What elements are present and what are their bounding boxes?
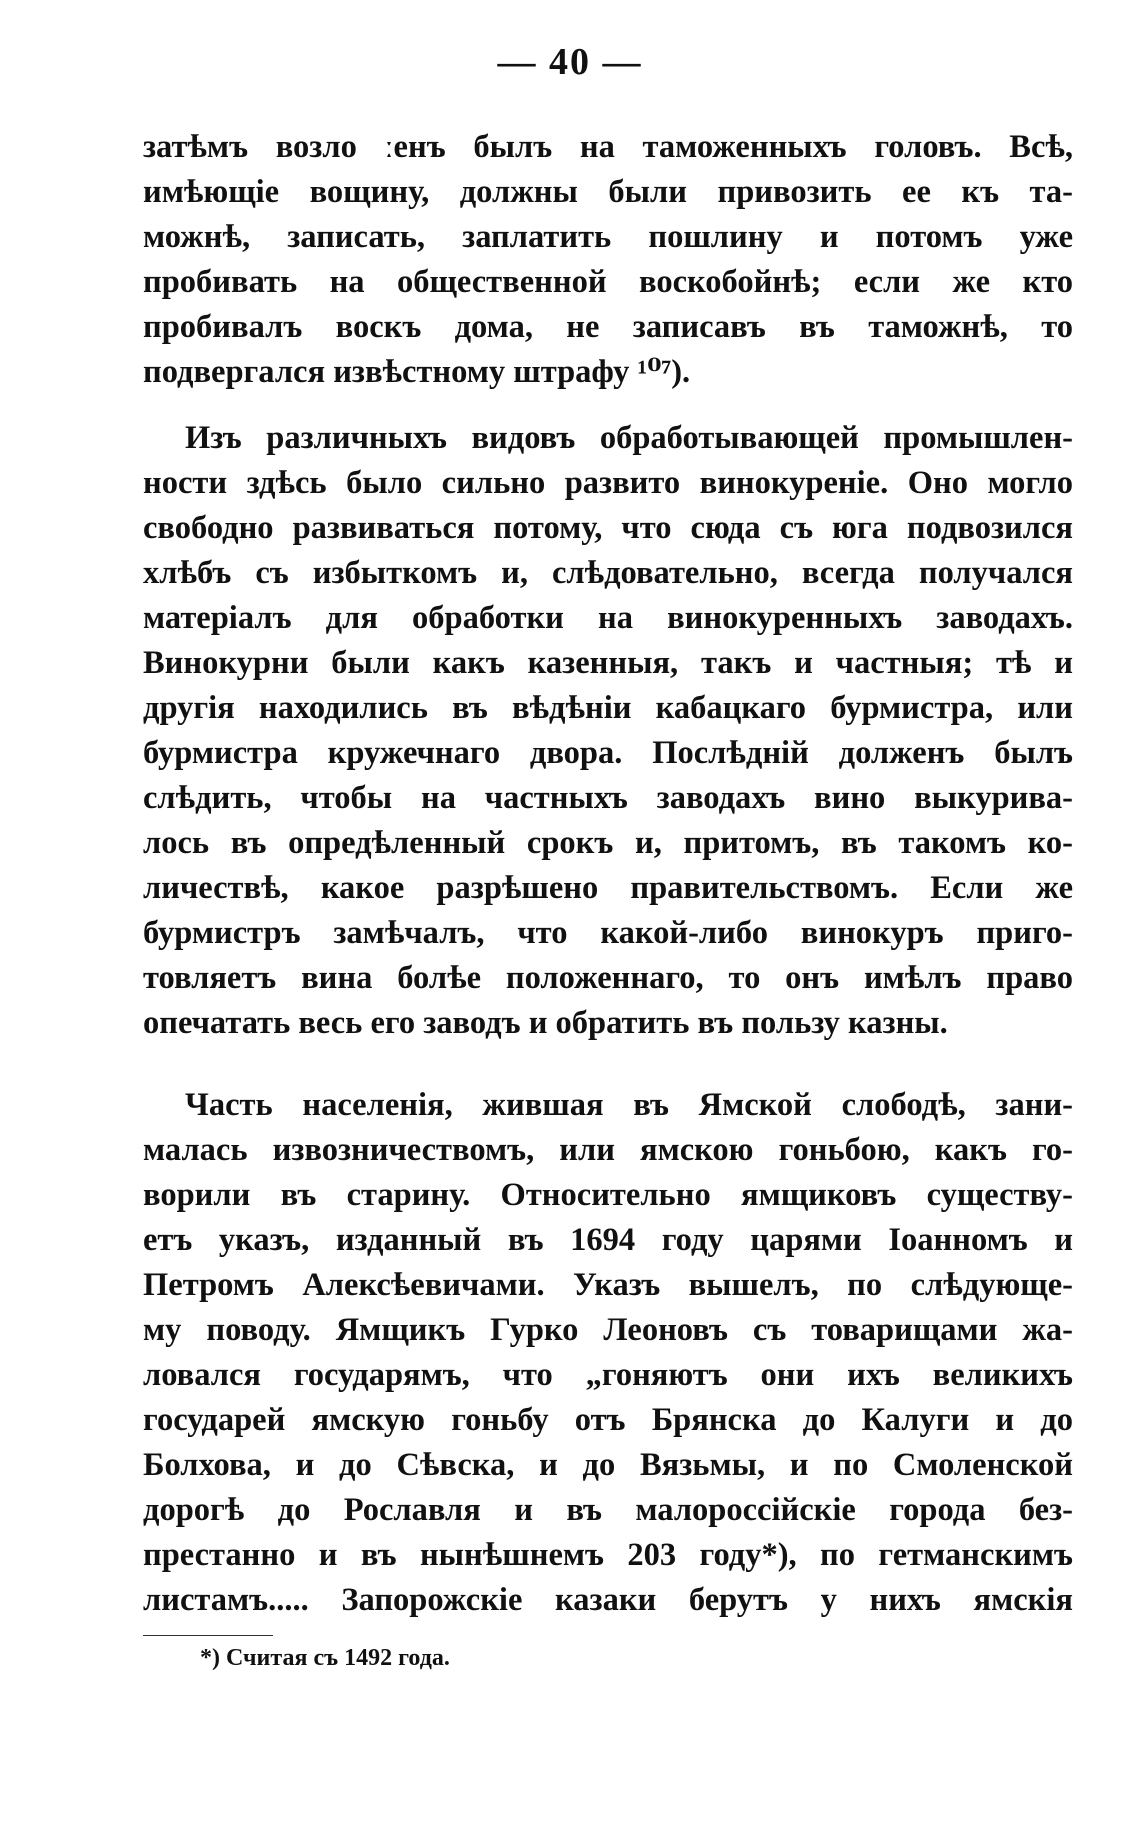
page-number: — 40 —: [497, 41, 643, 83]
text-line: Часть населенія, жившая въ Ямской слободѣ, зани-: [185, 1087, 1073, 1123]
text-line: бурмистръ замѣчалъ, что какой-либо винокуръ приго-: [143, 915, 1073, 951]
text-line: можнѣ, записать, заплатить пошлину и потомъ уже: [143, 219, 1073, 255]
text-line: пробивать на общественной воскобойнѣ; если же кто: [143, 264, 1073, 300]
paragraph-customs-wax: [143, 125, 1073, 395]
text-line: личествѣ, какое разрѣшено правительствомъ. Если же: [143, 870, 1073, 906]
text-line: бурмистра кружечнаго двора. Послѣдній долженъ былъ: [143, 735, 1073, 771]
text-line: затѣмъ возло ːенъ былъ на таможенныхъ головъ. Всѣ,: [143, 129, 1073, 165]
text-line: ворили въ старину. Относительно ямщиковъ существу-: [143, 1177, 1073, 1213]
text-line: Винокурни были какъ казенныя, такъ и частныя; тѣ и: [143, 645, 1073, 681]
text-line: му поводу. Ямщикъ Гурко Леоновъ съ товарищами жа-: [143, 1312, 1073, 1348]
text-line: ловался государямъ, что „гоняютъ они ихъ великихъ: [143, 1357, 1073, 1393]
text-line: Петромъ Алексѣевичами. Указъ вышелъ, по слѣдующе-: [143, 1267, 1073, 1303]
text-line: свободно развиваться потому, что сюда съ юга подвозился: [143, 510, 1073, 546]
text-line: Болхова, и до Сѣвска, и до Вязьмы, и по Смоленской: [143, 1447, 1073, 1483]
footnote-divider: [143, 1635, 273, 1636]
text-line: имѣющіе вощину, должны были привозить ее къ та-: [143, 174, 1073, 210]
text-line: лось въ опредѣленный срокъ и, притомъ, въ такомъ ко-: [143, 825, 1073, 861]
paragraph-distilling: [143, 416, 1073, 1046]
paragraph-coachmen: [143, 1083, 1073, 1623]
text-line: государей ямскую гоньбу отъ Брянска до Калуги и до: [143, 1402, 1073, 1438]
text-line: пробивалъ воскъ дома, не записавъ въ таможнѣ, то: [143, 309, 1073, 345]
text-line: дорогѣ до Рославля и въ малороссійскіе города без-: [143, 1492, 1073, 1528]
text-line: престанно и въ нынѣшнемъ 203 году*), по гетманскимъ: [143, 1537, 1073, 1573]
text-line: листамъ..... Запорожскіе казаки берутъ у нихъ ямскія: [143, 1582, 1073, 1618]
footnote: *) Считая съ 1492 года.: [200, 1645, 450, 1671]
text-line: слѣдить, чтобы на частныхъ заводахъ вино выкурива-: [143, 780, 1073, 816]
text-line: матеріалъ для обработки на винокуренныхъ заводахъ.: [143, 600, 1073, 636]
text-line: етъ указъ, изданный въ 1694 году царями Іоанномъ и: [143, 1222, 1073, 1258]
text-line: Изъ различныхъ видовъ обработывающей промышлен-: [185, 420, 1073, 456]
text-line: малась извозничествомъ, или ямскою гоньбою, какъ го-: [143, 1132, 1073, 1168]
text-line: опечатать весь его заводъ и обратить въ пользу казны.: [143, 1005, 948, 1041]
text-line: хлѣбъ съ избыткомъ и, слѣдовательно, всегда получался: [143, 555, 1073, 591]
text-line: ности здѣсь было сильно развито винокуреніе. Оно могло: [143, 465, 1073, 501]
text-line: другія находились въ вѣдѣніи кабацкаго бурмистра, или: [143, 690, 1073, 726]
text-line: подвергался извѣстному штрафу ¹⁰⁷).: [143, 354, 691, 390]
text-line: товляетъ вина болѣе положеннаго, то онъ имѣлъ право: [143, 960, 1073, 996]
